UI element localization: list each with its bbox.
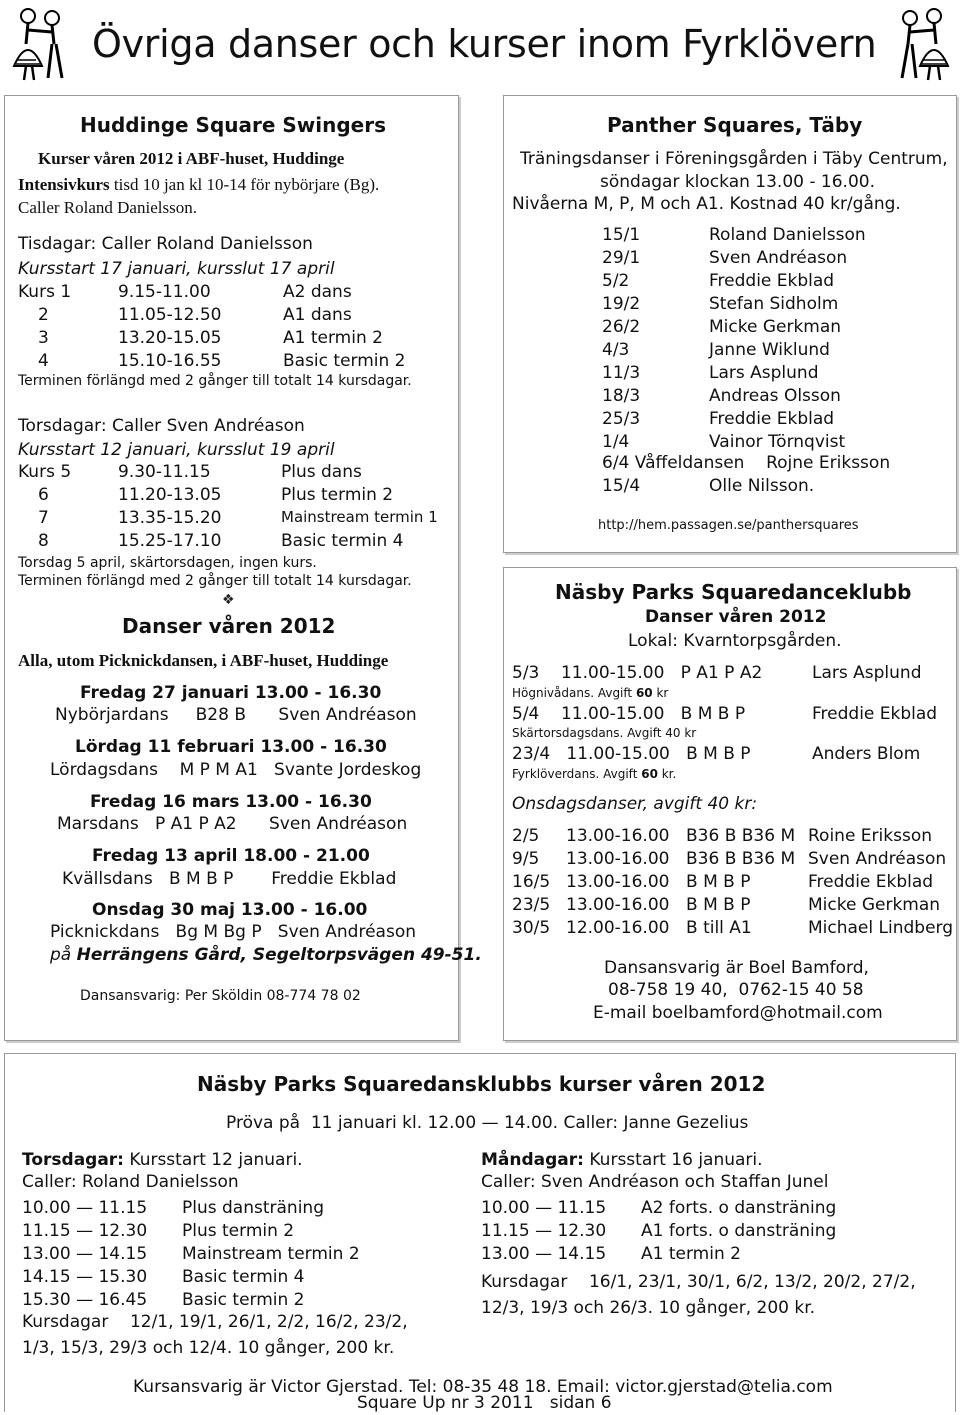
dancing-couple-logo-right [886, 4, 956, 84]
note-text: Högnivådans. Avgift [512, 686, 636, 700]
tor-label: Torsdagar: [22, 1150, 124, 1170]
tor-caller: Caller: Roland Danielsson [22, 1172, 239, 1192]
schedule-caller: Freddie Ekblad [709, 271, 835, 291]
note-text: Fyrklöverdans. Avgift [512, 767, 642, 781]
panther-line-2: söndagar klockan 13.00 - 16.00. [600, 172, 875, 192]
man-kursdagar-1: Kursdagar 16/1, 23/1, 30/1, 6/2, 13/2, 20/2, 27/2, [481, 1272, 916, 1292]
table-row [512, 872, 953, 895]
nasby-sub: Danser våren 2012 [645, 607, 827, 627]
torsdagar-table [18, 462, 438, 554]
kurs-level: A1 dans [283, 305, 352, 325]
onsdag-time: 12.00-16.00 [566, 918, 670, 938]
event-date: Fredag 16 mars 13.00 - 16.30 [90, 792, 372, 812]
event-date: Onsdag 30 maj 13.00 - 16.00 [92, 900, 368, 920]
tisdagar-table [18, 282, 406, 374]
table-row [602, 248, 866, 271]
dance-row: 5/4 11.00-15.00 B M B P [512, 704, 746, 724]
event-date: Fredag 13 april 18.00 - 21.00 [92, 846, 370, 866]
tisdagar-note: Terminen förlängd med 2 gånger till totalt 14 kursdagar. [18, 373, 412, 389]
panther-schedule [602, 225, 866, 455]
torsdagar-kurs-heading [22, 1150, 303, 1170]
kurser-footer-2: Square Up nr 3 2011 sidan 6 [357, 1393, 612, 1413]
torsdagar-note-1: Torsdag 5 april, skärtorsdagen, ingen kurs. [18, 555, 317, 571]
kurs-number: 3 [38, 328, 49, 348]
man-kursdagar-2: 12/3, 19/3 och 26/3. 10 gånger, 200 kr. [481, 1298, 816, 1318]
kurs-number: 6 [38, 485, 49, 505]
kurs-time: 9.15-11.00 [118, 282, 211, 302]
table-row [481, 1198, 836, 1221]
dance-caller: Lars Asplund [812, 663, 922, 683]
kurs-time: 13.00 — 14.15 [481, 1244, 607, 1264]
table-row [512, 918, 953, 941]
kurs-level: Basic termin 2 [182, 1290, 305, 1310]
intensiv-label: Intensivkurs [18, 175, 110, 194]
kurs-level: A2 forts. o dansträning [641, 1198, 837, 1218]
bullet-icon: ❖ [222, 592, 235, 608]
table-row [18, 328, 406, 351]
kurs-time: 14.15 — 15.30 [22, 1267, 148, 1287]
table-row [22, 1221, 360, 1244]
nasby-heading: Näsby Parks Squaredanceklubb [555, 580, 912, 604]
table-row [18, 351, 406, 374]
dance-row: 5/3 11.00-15.00 P A1 P A2 [512, 663, 763, 683]
kurs-number: 7 [38, 508, 49, 528]
table-row [18, 531, 438, 554]
note-fee: 60 [641, 767, 658, 781]
kurs-number: Kurs 5 [18, 462, 72, 482]
onsdag-level: B36 B B36 M [686, 849, 796, 869]
kurs-level: A1 forts. o dansträning [641, 1221, 837, 1241]
event-detail: Kvällsdans B M B P Freddie Ekblad [62, 869, 397, 889]
event-date: Lördag 11 februari 13.00 - 16.30 [75, 737, 387, 757]
kurs-time: 13.20-15.05 [118, 328, 222, 348]
table-row [602, 317, 866, 340]
schedule-date: 1/4 [602, 432, 630, 452]
schedule-date: 19/2 [602, 294, 641, 314]
event-detail: Marsdans P A1 P A2 Sven Andréason [57, 814, 408, 834]
kurs-time: 10.00 — 11.15 [22, 1198, 148, 1218]
kurs-level: Plus termin 2 [182, 1221, 295, 1241]
torsdagar-heading: Torsdagar: Caller Sven Andréason [18, 416, 305, 436]
onsdag-date: 30/5 [512, 918, 551, 938]
man-caller: Caller: Sven Andréason och Staffan Junel [481, 1172, 829, 1192]
dance-note [512, 726, 696, 740]
kurs-level: A1 termin 2 [641, 1244, 741, 1264]
event-place [50, 945, 482, 965]
dance-caller: Anders Blom [812, 744, 921, 764]
onsdag-date: 2/5 [512, 826, 540, 846]
onsdag-caller: Freddie Ekblad [808, 872, 934, 892]
huddinge-caller: Caller Roland Danielsson. [18, 198, 197, 217]
kurs-level: Basic termin 4 [281, 531, 404, 551]
kurs-number: Kurs 1 [18, 282, 72, 302]
place-name: Herrängens Gård, Segeltorpsvägen 49-51. [76, 945, 482, 965]
schedule-caller: Vainor Törnqvist [709, 432, 846, 452]
schedule-date: 11/3 [602, 363, 641, 383]
schedule-date: 15/1 [602, 225, 641, 245]
schedule-date: 18/3 [602, 386, 641, 406]
event-detail: Lördagsdans M P M A1 Svante Jordeskog [50, 760, 422, 780]
danser-heading: Danser våren 2012 [122, 614, 336, 638]
note-text: Skärtorsdagsdans. Avgift 40 kr [512, 726, 697, 740]
onsdag-time: 13.00-16.00 [566, 849, 670, 869]
kurs-level: Plus dans [281, 462, 362, 482]
panther-special [602, 453, 890, 473]
panther-last [602, 476, 814, 496]
table-row [22, 1198, 360, 1221]
torsdagar-dates: Kursstart 12 januari, kursslut 19 april [18, 440, 335, 460]
nasby-lokal: Lokal: Kvarntorpsgården. [628, 631, 842, 651]
huddinge-heading: Huddinge Square Swingers [80, 113, 387, 137]
table-row [18, 462, 438, 485]
kurs-time: 11.20-13.05 [118, 485, 222, 505]
kurs-number: 8 [38, 531, 49, 551]
onsdag-date: 16/5 [512, 872, 551, 892]
tor-kurs-table [22, 1198, 360, 1313]
onsdag-level: B M B P [686, 895, 751, 915]
schedule-caller: Roland Danielsson [709, 225, 866, 245]
kurs-time: 11.05-12.50 [118, 305, 222, 325]
table-row [602, 409, 866, 432]
page-title: Övriga danser och kurser inom Fyrklövern [92, 22, 877, 66]
tor-kursdagar-1: Kursdagar 12/1, 19/1, 26/1, 2/2, 16/2, 23/2, [22, 1312, 408, 1332]
schedule-caller: Sven Andréason [709, 248, 848, 268]
panther-line-3: Nivåerna M, P, M och A1. Kostnad 40 kr/gång. [512, 194, 901, 214]
table-row [481, 1244, 836, 1267]
kurs-time: 10.00 — 11.15 [481, 1198, 607, 1218]
intensiv-line [18, 175, 379, 195]
note-text: kr [652, 686, 669, 700]
panther-line-1: Träningsdanser i Föreningsgården i Täby Centrum, [520, 149, 948, 169]
onsdag-heading: Onsdagsdanser, avgift 40 kr: [512, 794, 758, 814]
table-row [18, 508, 438, 531]
onsdag-time: 13.00-16.00 [566, 826, 670, 846]
place-prefix: på [50, 945, 77, 965]
schedule-date: 5/2 [602, 271, 630, 291]
onsdag-time: 13.00-16.00 [566, 872, 670, 892]
man-kurs-table [481, 1198, 836, 1267]
table-row [602, 294, 866, 317]
schedule-date: 15/4 [602, 476, 641, 496]
kurser-footer-1: Kursansvarig är Victor Gjerstad. Tel: 08-35 48 18. Email: victor.gjerstad@telia.com [133, 1377, 833, 1397]
schedule-caller: Janne Wiklund [709, 340, 830, 360]
huddinge-responsible: Dansansvarig: Per Sköldin 08-774 78 02 [80, 988, 361, 1004]
onsdag-table [512, 826, 953, 941]
table-row [18, 282, 406, 305]
table-row [602, 340, 866, 363]
note-fee: 60 [635, 686, 653, 700]
kurs-level: Basic termin 2 [283, 351, 406, 371]
tor-kursdagar-2: 1/3, 15/3, 29/3 och 12/4. 10 gånger, 200 kr. [22, 1338, 395, 1358]
onsdag-level: B M B P [686, 872, 751, 892]
table-row [602, 225, 866, 248]
event-date: Fredag 27 januari 13.00 - 16.30 [80, 683, 382, 703]
kurs-time: 13.00 — 14.15 [22, 1244, 148, 1264]
kurs-time: 9.30-11.15 [118, 462, 211, 482]
note-text: kr. [657, 767, 677, 781]
schedule-caller: Olle Nilsson. [709, 476, 815, 496]
onsdag-caller: Michael Lindberg [808, 918, 954, 938]
dance-caller: Freddie Ekblad [812, 704, 938, 724]
table-row [602, 386, 866, 409]
kurs-time: 15.10-16.55 [118, 351, 222, 371]
special-caller: Rojne Eriksson [766, 453, 891, 473]
mandagar-kurs-heading [481, 1150, 763, 1170]
dance-row: 23/4 11.00-15.00 B M B P [512, 744, 751, 764]
schedule-caller: Micke Gerkman [709, 317, 842, 337]
table-row [18, 305, 406, 328]
huddinge-subheading: Kurser våren 2012 i ABF-huset, Huddinge [38, 149, 345, 168]
nasby-contact-2: 08-758 19 40, 0762-15 40 58 [608, 980, 864, 1000]
man-start: Kursstart 16 januari. [583, 1150, 763, 1170]
kurser-prova: Pröva på 11 januari kl. 12.00 — 14.00. Caller: Janne Gezelius [226, 1113, 749, 1133]
kurs-level: Plus dansträning [182, 1198, 324, 1218]
table-row [512, 826, 953, 849]
onsdag-caller: Sven Andréason [808, 849, 947, 869]
panther-url[interactable]: http://hem.passagen.se/panthersquares [598, 518, 859, 533]
kurs-level: Basic termin 4 [182, 1267, 305, 1287]
intensiv-text: tisd 10 jan kl 10-14 för nybörjare (Bg). [109, 175, 380, 194]
event-detail: Picknickdans Bg M Bg P Sven Andréason [50, 922, 416, 942]
onsdag-time: 13.00-16.00 [566, 895, 670, 915]
schedule-date: 25/3 [602, 409, 641, 429]
nasby-contact-3: E-mail boelbamford@hotmail.com [593, 1003, 883, 1023]
danser-subheading: Alla, utom Picknickdansen, i ABF-huset, Huddinge [18, 651, 389, 670]
kurs-level: Mainstream termin 2 [182, 1244, 360, 1264]
tor-start: Kursstart 12 januari. [123, 1150, 303, 1170]
kurs-time: 15.30 — 16.45 [22, 1290, 148, 1310]
kurs-time: 15.25-17.10 [118, 531, 222, 551]
kurser-heading: Näsby Parks Squaredansklubbs kurser våren 2012 [197, 1072, 766, 1096]
panther-heading: Panther Squares, Täby [607, 113, 863, 137]
onsdag-date: 9/5 [512, 849, 540, 869]
kurs-time: 11.15 — 12.30 [22, 1221, 148, 1241]
schedule-date: 4/3 [602, 340, 630, 360]
table-row [22, 1290, 360, 1313]
kurs-level: A1 termin 2 [283, 328, 383, 348]
special-date: 6/4 Våffeldansen [602, 453, 745, 473]
kurs-level: A2 dans [283, 282, 352, 302]
onsdag-level: B36 B B36 M [686, 826, 796, 846]
kurs-time: 11.15 — 12.30 [481, 1221, 607, 1241]
table-row [602, 363, 866, 386]
schedule-caller: Stefan Sidholm [709, 294, 839, 314]
schedule-caller: Freddie Ekblad [709, 409, 835, 429]
tisdagar-dates: Kursstart 17 januari, kursslut 17 april [18, 259, 335, 279]
torsdagar-note-2: Terminen förlängd med 2 gånger till totalt 14 kursdagar. [18, 573, 412, 589]
onsdag-date: 23/5 [512, 895, 551, 915]
dance-note [512, 767, 676, 781]
schedule-caller: Lars Asplund [709, 363, 819, 383]
event-detail: Nybörjardans B28 B Sven Andréason [55, 705, 417, 725]
table-row [602, 432, 866, 455]
schedule-date: 29/1 [602, 248, 641, 268]
onsdag-caller: Roine Eriksson [808, 826, 932, 846]
schedule-date: 26/2 [602, 317, 641, 337]
table-row [22, 1244, 360, 1267]
table-row [481, 1221, 836, 1244]
schedule-caller: Andreas Olsson [709, 386, 841, 406]
tisdagar-heading: Tisdagar: Caller Roland Danielsson [18, 234, 313, 254]
kurs-number: 2 [38, 305, 49, 325]
table-row [602, 271, 866, 294]
table-row [512, 895, 953, 918]
onsdag-caller: Micke Gerkman [808, 895, 941, 915]
onsdag-level: B till A1 [686, 918, 752, 938]
man-label: Måndagar: [481, 1150, 584, 1170]
kurs-level: Mainstream termin 1 [281, 508, 438, 526]
table-row [512, 849, 953, 872]
table-row [18, 485, 438, 508]
kurs-level: Plus termin 2 [281, 485, 394, 505]
dance-note [512, 686, 668, 700]
kurs-time: 13.35-15.20 [118, 508, 222, 528]
nasby-contact-1: Dansansvarig är Boel Bamford, [604, 958, 869, 978]
kurs-number: 4 [38, 351, 49, 371]
dancing-couple-logo-left [6, 4, 76, 84]
table-row [22, 1267, 360, 1290]
